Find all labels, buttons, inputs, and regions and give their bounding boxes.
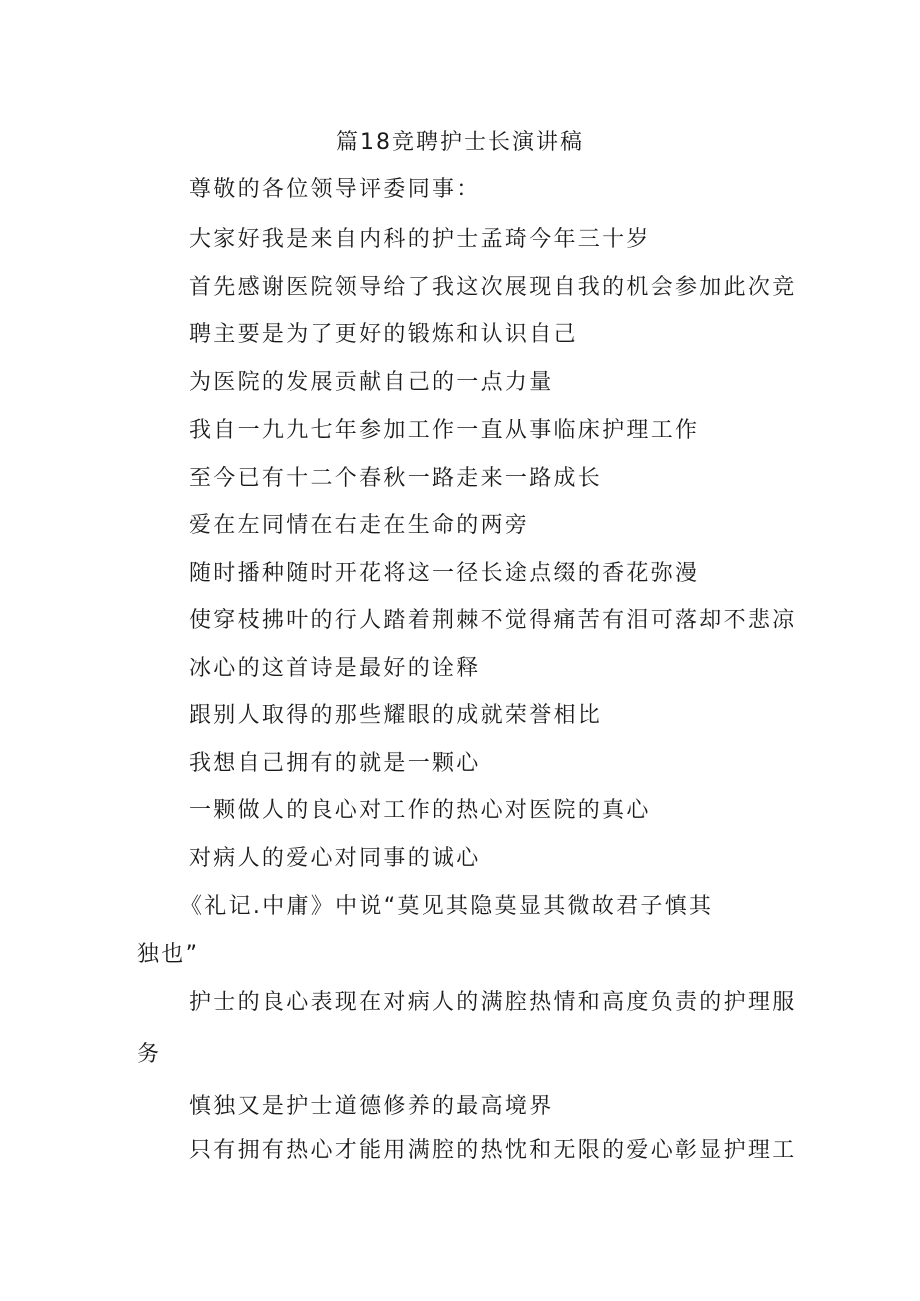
- paragraph-line: 随时播种随时开花将这一径长途点缀的香花弥漫: [189, 561, 700, 586]
- paragraph-line: 对病人的爱心对同事的诚心: [189, 846, 481, 871]
- paragraph-line: 护士的良心表现在对病人的满腔热情和高度负责的护理服: [189, 990, 797, 1015]
- paragraph-line: 务: [137, 1042, 162, 1067]
- paragraph-line: 《礼记.中庸》中说“莫见其隐莫显其微故君子慎其: [180, 894, 714, 919]
- paragraph-line: 聘主要是为了更好的锻炼和认识自己: [189, 322, 578, 347]
- paragraph-line: 一颗做人的良心对工作的热心对医院的真心: [189, 798, 651, 823]
- paragraph-line: 爱在左同情在右走在生命的两旁: [189, 513, 530, 538]
- paragraph-line: 至今已有十二个春秋一路走来一路成长: [189, 466, 603, 491]
- paragraph-line: 首先感谢医院领导给了我这次展现自我的机会参加此次竞: [189, 275, 797, 300]
- paragraph-line: 只有拥有热心才能用满腔的热忱和无限的爱心彰显护理工: [189, 1138, 797, 1163]
- paragraph-line: 我自一九九七年参加工作一直从事临床护理工作: [189, 418, 700, 443]
- paragraph-line: 冰心的这首诗是最好的诠释: [189, 656, 481, 681]
- paragraph-line: 独也”: [137, 942, 200, 967]
- document-title: 篇18竞聘护士长演讲稿: [336, 130, 584, 155]
- paragraph-line: 跟别人取得的那些耀眼的成就荣誉相比: [189, 703, 603, 728]
- paragraph-line: 大家好我是来自内科的护士孟琦今年三十岁: [189, 227, 651, 252]
- paragraph-line: 使穿枝拂叶的行人踏着荆棘不觉得痛苦有泪可落却不悲凉: [189, 608, 797, 633]
- paragraph-line: 尊敬的各位领导评委同事：: [189, 177, 481, 202]
- paragraph-line: 为医院的发展贡献自己的一点力量: [189, 370, 554, 395]
- paragraph-line: 慎独又是护士道德修养的最高境界: [189, 1094, 554, 1119]
- paragraph-line: 我想自己拥有的就是一颗心: [189, 751, 481, 776]
